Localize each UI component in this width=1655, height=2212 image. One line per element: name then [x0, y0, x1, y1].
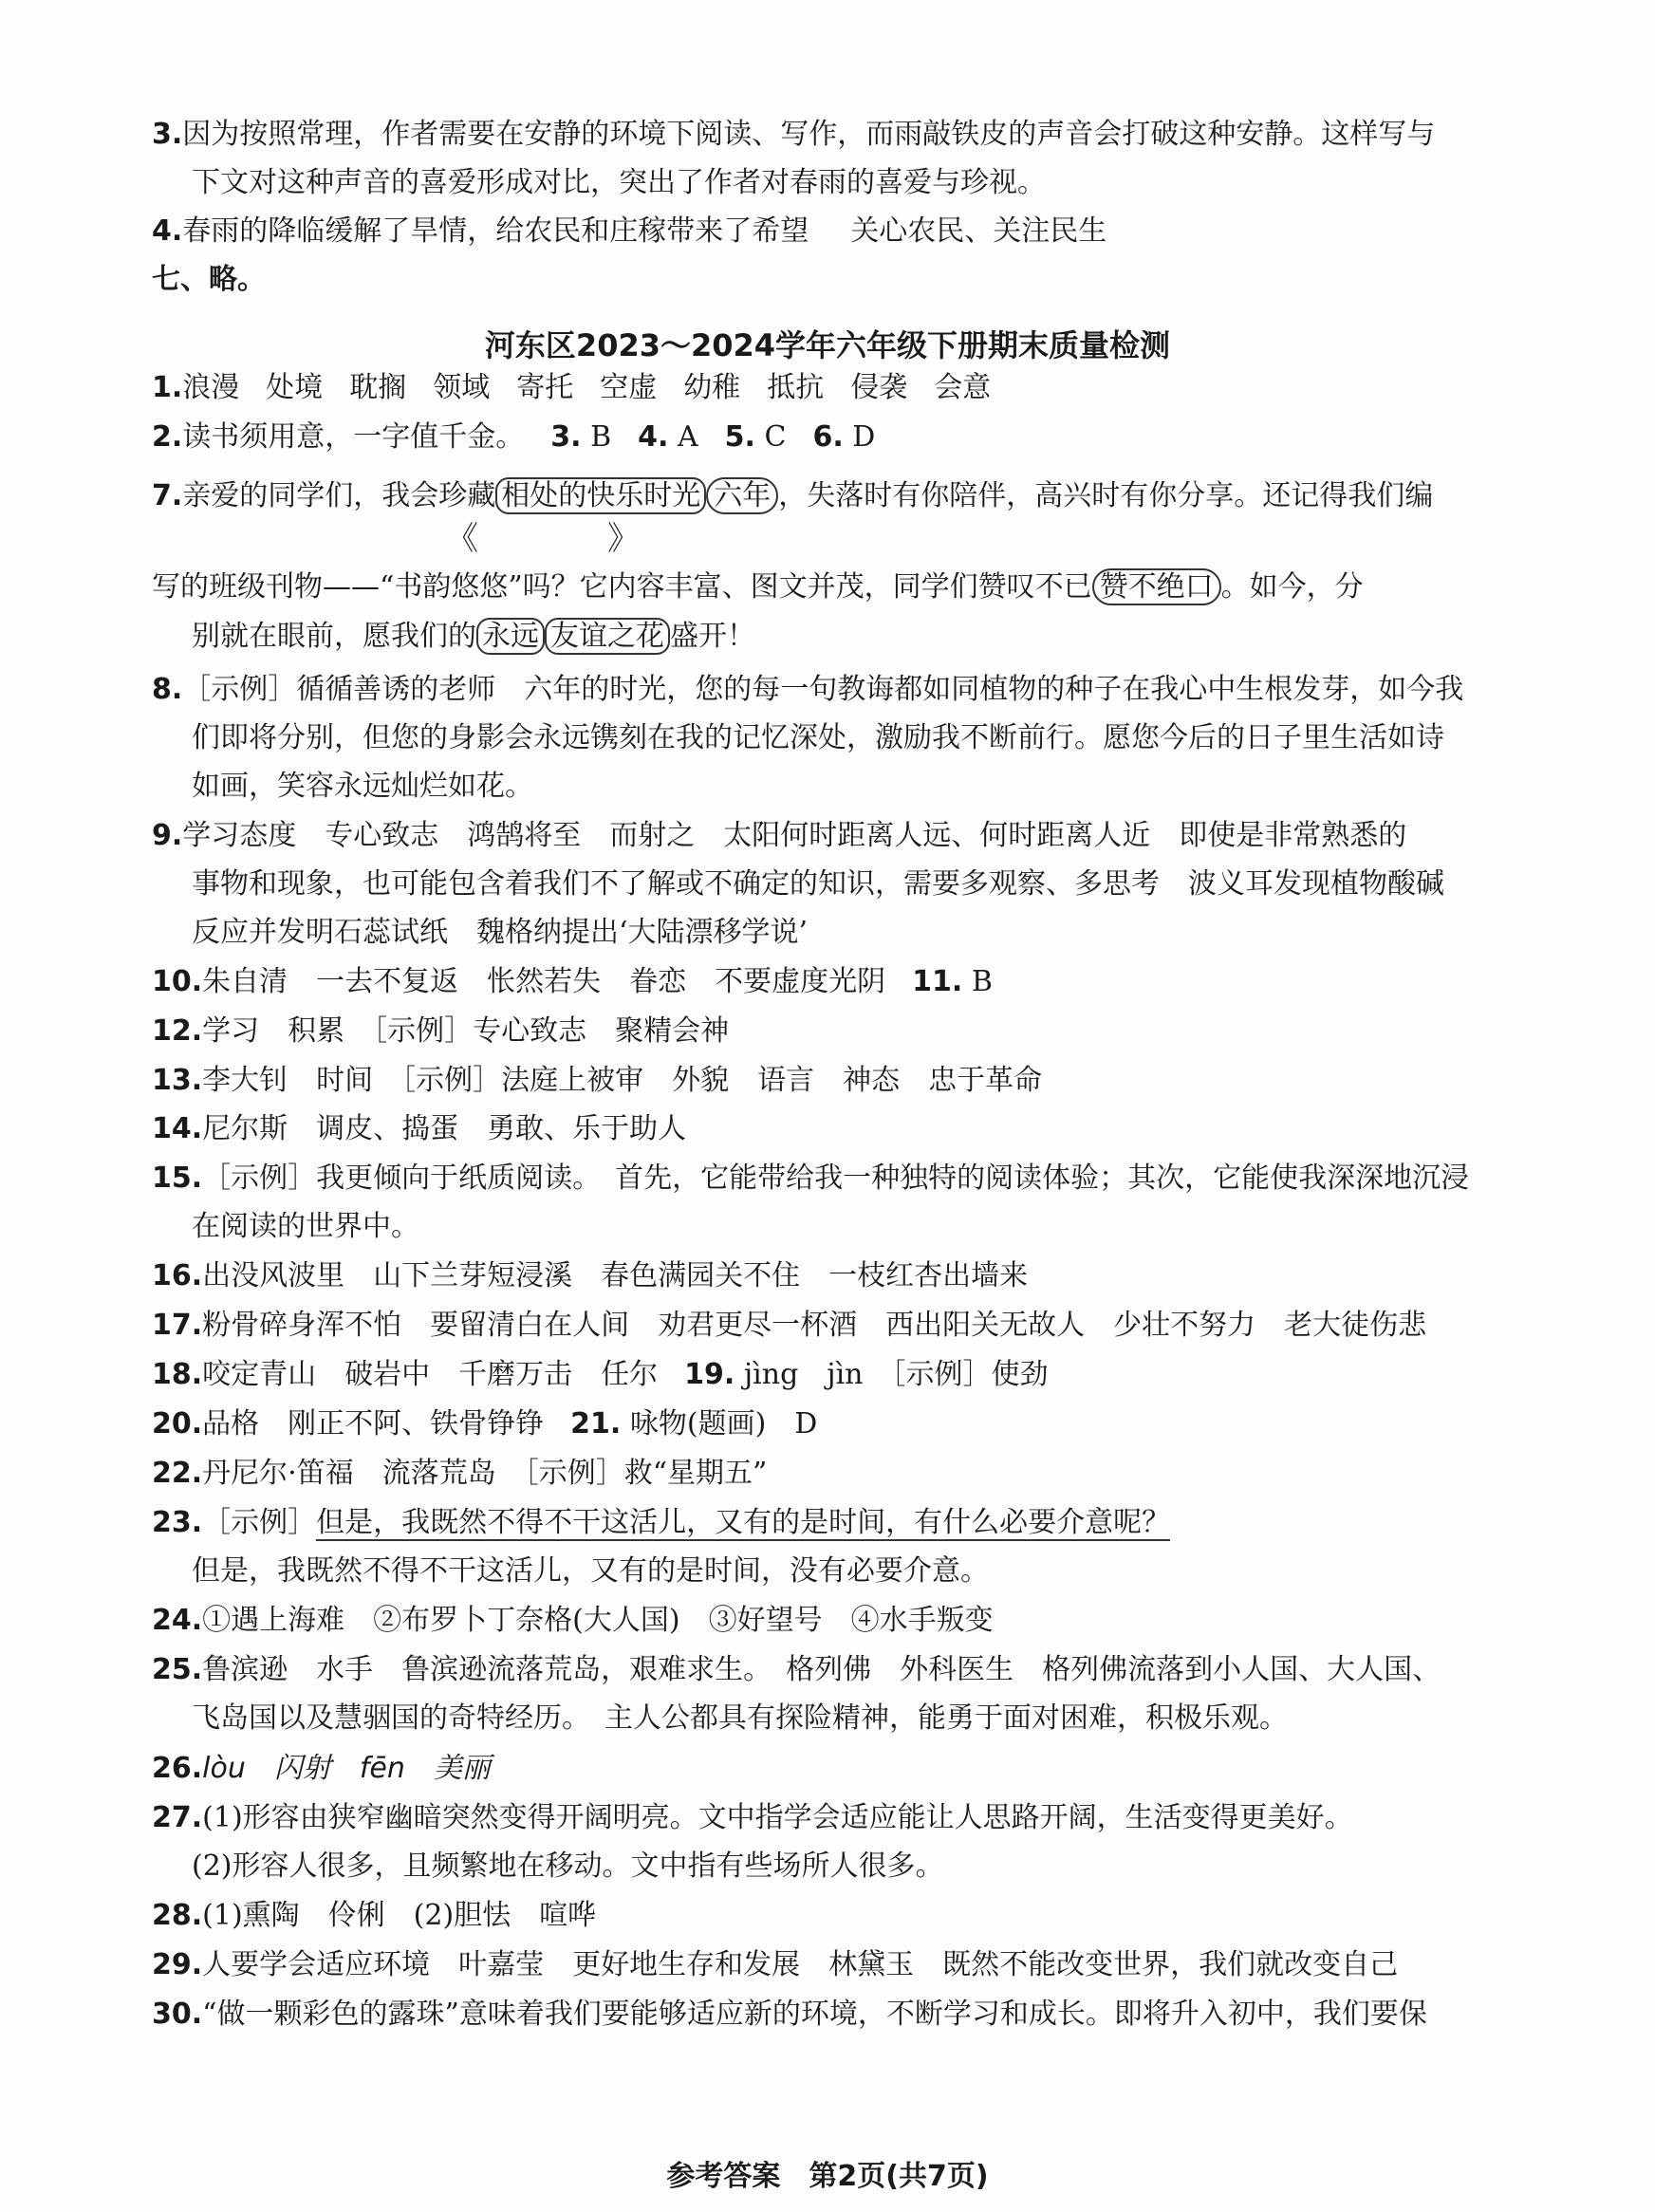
answer-q14: 14.尼尔斯 调皮、捣蛋 勇敢、乐于助人	[152, 1112, 687, 1145]
underlined-sentence: 但是，我既然不得不干这活儿，又有的是时间，有什么必要介意呢？	[316, 1506, 1171, 1539]
answer-q16: 16.出没风波里 山下兰芽短浸溪 春色满园关不住 一枝红杏出墙来	[152, 1259, 1029, 1292]
answer-q9-line3: 反应并发明石蕊试纸 魏格纳提出‘大陆漂移学说’	[192, 916, 809, 949]
answer-q18-q19: 18.咬定青山 破岩中 千磨万击 任尔 19. jìng jìn ［示例］使劲	[152, 1358, 1049, 1391]
answer-q10-q11: 10.朱自清 一去不复返 怅然若失 眷恋 不要虚度光阴 11. B	[152, 965, 993, 998]
answer-q7-line3: 别就在眼前，愿我们的 永远 友谊之花 盛开！	[192, 620, 755, 653]
page-footer: 参考答案 第2页(共7页)	[666, 2160, 989, 2193]
answer-q9-line1: 9.学习态度 专心致志 鸿鹄将至 而射之 太阳何时距离人远、何时距离人近 即使是非常熟悉的	[152, 819, 1407, 852]
answer-q27-line2: (2)形容人很多，且频繁地在移动。文中指有些场所人很多。	[192, 1850, 944, 1883]
answer-q9-line2: 事物和现象，也可能包含着我们不了解或不确定的知识，需要多观察、多思考 波义耳发现植物酸碱	[192, 867, 1444, 901]
correction-oval: 六年	[706, 477, 778, 514]
answer-q15-line2: 在阅读的世界中。	[192, 1210, 419, 1243]
answer-q8-line1: 8.［示例］循循善诱的老师 六年的时光，您的每一句教诲都如同植物的种子在我心中生根发芽，如今我	[152, 673, 1464, 706]
answer-q7-line1: 7.亲爱的同学们，我会珍藏 相处的快乐时光 六年 ，失落时有你陪伴，高兴时有你分享。还记得我们编	[152, 479, 1434, 512]
section-title: 河东区2023～2024学年六年级下册期末质量检测	[484, 327, 1171, 363]
answer-q23-line2: 但是，我既然不得不干这活儿，又有的是时间，没有必要介意。	[192, 1554, 989, 1588]
prev-q3-line1: 3.因为按照常理，作者需要在安静的环境下阅读、写作，而雨敲铁皮的声音会打破这种安静。这样写与	[152, 118, 1436, 151]
answer-q24: 24.①遇上海难 ②布罗卜丁奈格(大人国) ③好望号 ④水手叛变	[152, 1604, 994, 1637]
answer-q27-line1: 27.(1)形容由狭窄幽暗突然变得开阔明亮。文中指学会适应能让人思路开阔，生活变得更美好。	[152, 1801, 1353, 1834]
answer-q17: 17.粉骨碎身浑不怕 要留清白在人间 劝君更尽一杯酒 西出阳关无故人 少壮不努力 老大徒伤悲	[152, 1309, 1427, 1342]
answer-q29: 29.人要学会适应环境 叶嘉莹 更好地生存和发展 林黛玉 既然不能改变世界，我们就改变自己	[152, 1948, 1399, 1981]
answer-q25-line2: 飞岛国以及慧骃国的奇特经历。 主人公都具有探险精神，能勇于面对困难，积极乐观。	[192, 1701, 1288, 1735]
correction-box: 永远	[476, 618, 545, 655]
correction-box: 友谊之花	[545, 618, 670, 655]
prev-q3-line2: 下文对这种声音的喜爱形成对比，突出了作者对春雨的喜爱与珍视。	[192, 166, 1046, 199]
correction-oval: 赞不绝口	[1092, 568, 1221, 605]
answer-q22: 22.丹尼尔·笛福 流落荒岛 ［示例］救“星期五”	[152, 1457, 768, 1490]
answer-q8-line2: 们即将分别，但您的身影会永远镌刻在我的记忆深处，激励我不断前行。愿您今后的日子里生活如诗	[192, 721, 1444, 754]
answer-q1: 1.浪漫 处境 耽搁 领域 寄托 空虚 幼稚 抵抗 侵袭 会意	[152, 371, 992, 404]
answer-q2-q6: 2.读书须用意，一字值千金。 3. B 4. A 5. C 6. D	[152, 420, 876, 454]
correction-mark-close: 》	[607, 520, 640, 558]
answer-q20-q21: 20.品格 刚正不阿、铁骨铮铮 21. 咏物(题画) D	[152, 1407, 818, 1441]
correction-mark-open: 《	[446, 520, 478, 558]
answer-q8-line3: 如画，笑容永远灿烂如花。	[192, 770, 533, 803]
handwritten-answer: lòu 闪射 fēn 美丽	[202, 1752, 491, 1785]
answer-q13: 13.李大钊 时间 ［示例］法庭上被审 外貌 语言 神态 忠于革命	[152, 1064, 1043, 1097]
answer-q30: 30.“做一颗彩色的露珠”意味着我们要能够适应新的环境，不断学习和成长。即将升入初中，我们要保	[152, 1998, 1427, 2031]
answer-q28: 28.(1)熏陶 伶俐 (2)胆怯 喧哗	[152, 1899, 597, 1932]
answer-q12: 12.学习 积累 ［示例］专心致志 聚精会神	[152, 1014, 730, 1048]
prev-q4: 4.春雨的降临缓解了旱情，给农民和庄稼带来了希望 关心农民、关注民生	[152, 214, 1107, 248]
prev-q7: 七、略。	[152, 263, 266, 296]
answer-q26: 26.lòu 闪射 fēn 美丽	[152, 1752, 491, 1785]
answer-q15-line1: 15.［示例］我更倾向于纸质阅读。 首先，它能带给我一种独特的阅读体验；其次，它能使我深深地沉浸	[152, 1162, 1470, 1195]
correction-box: 相处的快乐时光	[495, 477, 706, 514]
answer-q25-line1: 25.鲁滨逊 水手 鲁滨逊流落荒岛，艰难求生。 格列佛 外科医生 格列佛流落到小人国、大人国、	[152, 1653, 1441, 1686]
answer-q23-line1: 23.［示例］但是，我既然不得不干这活儿，又有的是时间，有什么必要介意呢？	[152, 1506, 1171, 1539]
answer-q7-line2: 写的班级刊物——“书韵悠悠”吗？它内容丰富、图文并茂，同学们赞叹不已 赞不绝口 。如今，分	[152, 570, 1364, 604]
